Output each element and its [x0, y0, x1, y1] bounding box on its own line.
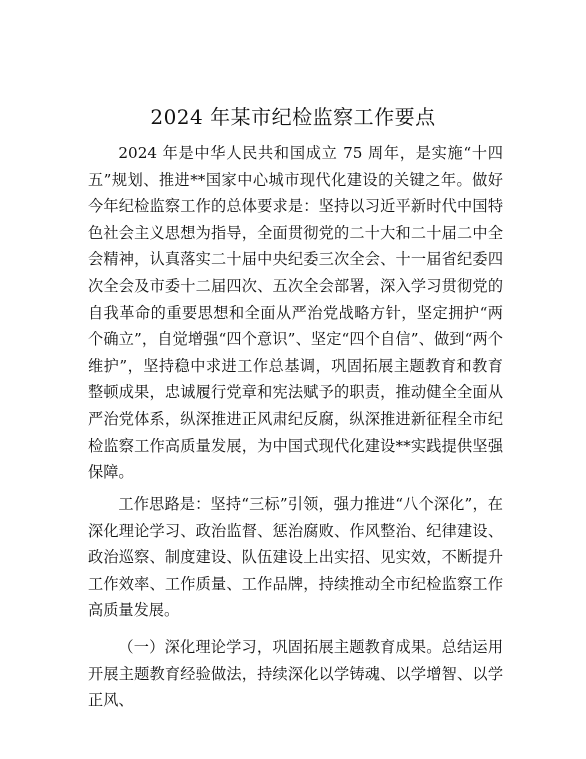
paragraph-section-one: （一）深化理论学习，巩固拓展主题教育成果。总结运用开展主题教育经验做法，持续深化以学铸魂、以学增智、以学正风、 [88, 638, 503, 710]
paragraph-work-approach: 工作思路是：坚持“三标”引领，强力推进“八个深化”，在深化理论学习、政治监督、惩治腐败、作风整治、纪律建设、政治巡察、制度建设、队伍建设上出实招、见实效，不断提升工作效率、工作质量、工作品牌，持续推动全市纪检监察工作高质量发展。 [88, 495, 503, 620]
paragraph-overall-requirements: 2024 年是中华人民共和国成立 75 周年，是实施“十四五”规划、推进**国家中心城市现代化建设的关键之年。做好今年纪检监察工作的总体要求是：坚持以习近平新时代中国特色社会主义思想为指导，全面贯彻党的二十大和二十届二中全会精神，认真落实二十届中央纪委三次全会、十一届省纪委四次全会及市委十二届四次、五次全会部署，深入学习贯彻党的自我革命的重要思想和全面从严治党战略方针，坚定拥护“两个确立”，自觉增强“四个意识”、坚定“四个自信”、做到“两个维护”，坚持稳中求进工作总基调，巩固拓展主题教育和教育整顿成果，忠诚履行党章和宪法赋予的职责，推动健全全面从严治党体系，纵深推进正风肃纪反腐，纵深推进新征程全市纪检监察工作高质量发展，为中国式现代化建设**实践提供坚强保障。 [88, 144, 503, 482]
document-title: 2024 年某市纪检监察工作要点 [150, 105, 436, 129]
